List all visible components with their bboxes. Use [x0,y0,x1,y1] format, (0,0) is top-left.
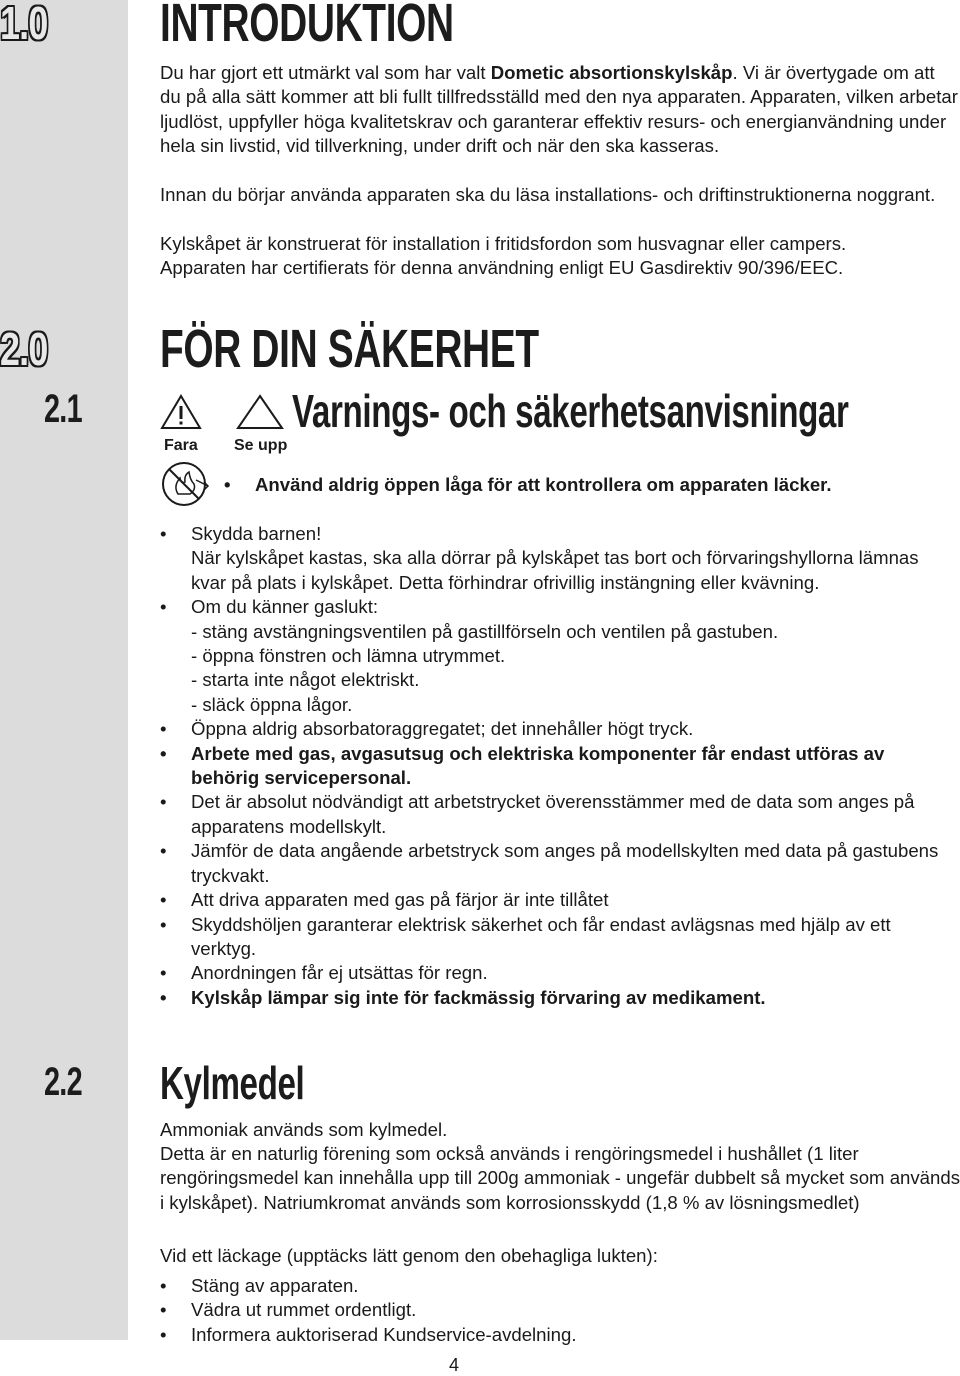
caution-warning-icon [236,394,284,430]
list-item: • Använd aldrig öppen låga för att kontrollera om apparaten läcker. [224,474,832,495]
list-item: • Arbete med gas, avgasutsug och elektriska komponenter får endast utföras av behörig servicepersonal. [160,742,885,789]
refrigerant-description: Detta är en naturlig förening som också används i rengöringsmedel i hushållet (1 liter rengöringsmedel kan innehålla upp till 200g ammoniak - ungefär dubbelt så mycket som används i kylskåpet). Natriumkromat används som korrosionsskydd (1,8 % av lösningsmedlet) [160,1143,960,1213]
list-item: • Vädra ut rummet ordentligt. [160,1299,417,1321]
leak-instruction: Vid ett läckage (upptäcks lätt genom den obehagliga lukten): [160,1245,658,1266]
list-item: • Om du känner gaslukt: - stäng avstängningsventilen på gastillförseln och ventilen på gastuben. - öppna fönstren och lämna utrymmet. - starta inte något elektriskt. - släck öppna lågor. [160,596,779,715]
list-item: • Att driva apparaten med gas på färjor är inte tillåtet [160,889,609,911]
no-open-flame-icon [160,460,212,508]
section-title-introduktion: INTRODUKTION [160,0,454,53]
page-number: 4 [449,1355,460,1375]
brand-name: Dometic absortionskylskåp [490,62,733,83]
caution-label: Se upp [234,437,288,454]
intro-read-instructions: Innan du börjar använda apparaten ska du läsa installations- och driftinstruktionerna noggrant. [160,184,936,205]
list-item: • Informera auktoriserad Kundservice-avdelning. [160,1323,577,1345]
list-item: • Stäng av apparaten. [160,1275,359,1296]
leak-steps-list [160,1274,940,1347]
danger-label: Fara [164,437,198,454]
list-item: • Skydda barnen! När kylskåpet kastas, ska alla dörrar på kylskåpet tas bort och förvaringshyllorna lämnas kvar på plats i kylskåpet. Detta förhindrar ofrivillig instängning eller kvävning. [160,523,919,593]
refrigerant-intro: Ammoniak används som kylmedel. [160,1119,448,1140]
intro-installation-note: Kylskåpet är konstruerat för installation i fritidsfordon som husvagnar eller campers. [160,233,847,254]
flame-warning-text: Använd aldrig öppen låga för att kontrollera om apparaten läcker. [255,474,832,495]
safety-list [160,522,940,1010]
list-item: • Jämför de data angående arbetstryck som anges på modellskylten med data på gastubens tryckvakt. [160,840,939,886]
section-number-1: 1.0 [0,0,48,49]
section-number-2-1: 2.1 [44,387,82,431]
list-item: • Skyddshöljen garanterar elektrisk säkerhet och får endast avlägsnas med hjälp av ett verktyg. [160,913,891,959]
flame-warning-list [224,473,944,497]
section-number-2: 2.0 [0,323,48,375]
intro-paragraph: Du har gjort ett utmärkt val som har valt Dometic absortionskylskåp. Vi är övertygade om att du på alla sätt kommer att bli fullt tillfredsställd med den nya apparaten. Apparaten, vilken arbetar ljudlöst, uppfyller höga kvalitetskrav och garanterar effektiv resurs- och energianvändning under hela sin livstid, vid tillverkning, under drift och när den ska kasseras. [160,62,958,157]
section-title-kylmedel: Kylmedel [160,1057,305,1109]
intro-certification-note: Apparaten har certifierats för denna användning enligt EU Gasdirektiv 90/396/EEC. [160,257,844,278]
list-item: • Det är absolut nödvändigt att arbetstrycket överensstämmer med de data som anges på apparatens modellskylt. [160,791,915,837]
section-sidebar [0,0,128,1340]
list-item: • Anordningen får ej utsättas för regn. [160,962,488,984]
section-title-warnings: Varnings- och säkerhetsanvisningar [292,385,849,437]
danger-warning-icon [160,394,202,430]
section-number-2-2: 2.2 [44,1060,82,1104]
list-item: • Öppna aldrig absorbatoraggregatet; det innehåller högt tryck. [160,718,694,740]
list-item: • Kylskåp lämpar sig inte för fackmässig förvaring av medikament. [160,986,766,1008]
section-title-safety: FÖR DIN SÄKERHET [160,319,539,379]
